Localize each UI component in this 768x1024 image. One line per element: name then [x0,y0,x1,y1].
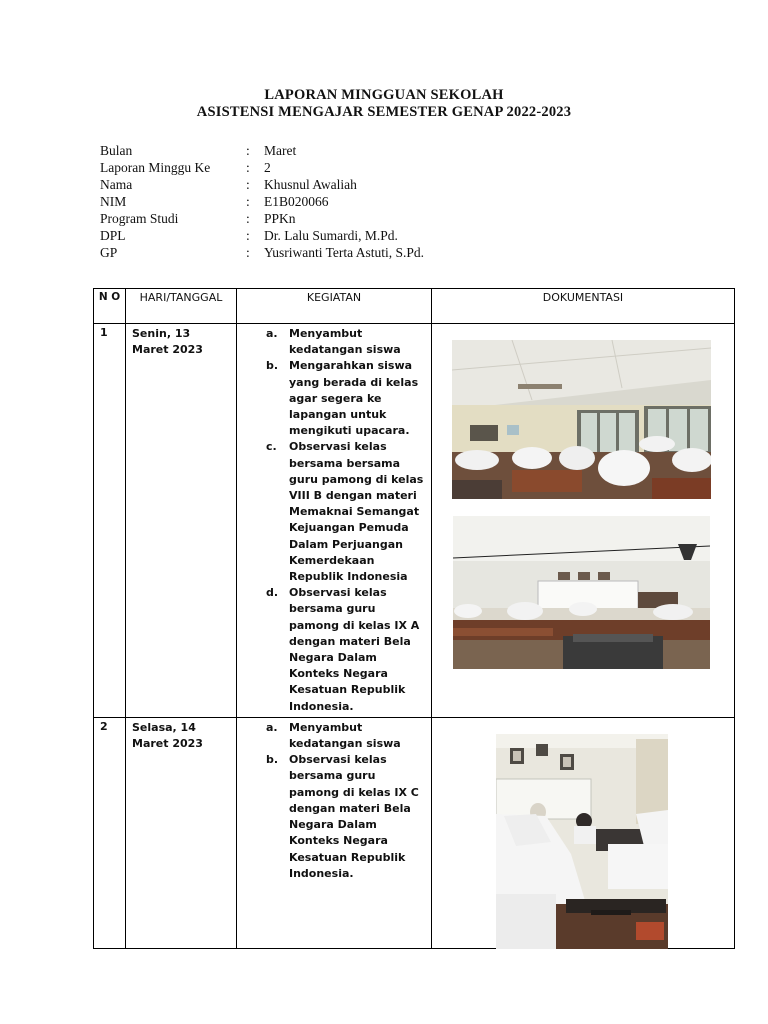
row-day: Senin, 13 Maret 2023 [126,324,237,718]
item-marker: d. [266,586,279,600]
info-label: Nama [100,177,133,192]
info-colon: : [246,211,250,226]
info-value: E1B020066 [264,194,329,209]
info-label: DPL [100,228,126,243]
info-value: Dr. Lalu Sumardi, M.Pd. [264,228,398,243]
table-row [94,324,735,718]
item-marker: b. [266,359,279,373]
row-documentation [432,717,735,948]
item-text: Menyambut kedatangan siswa [289,327,401,357]
header-documentation: DOKUMENTASI [432,289,735,324]
report-subtitle: ASISTENSI MENGAJAR SEMESTER GENAP 2022-2023 [196,104,572,120]
activity-table [93,288,735,949]
item-text: Observasi kelas bersama guru pamong di kelas IX A dengan materi Bela Negara Dalam Konteks Negara Kesatuan Republik Indonesia. [289,586,420,713]
header-day: HARI/TANGGAL [126,289,237,324]
table-row [94,717,735,948]
info-label: Bulan [100,143,133,158]
item-marker: c. [266,440,277,454]
list-item [237,752,425,882]
info-label: Program Studi [100,211,179,226]
row-number: 1 [94,324,126,718]
info-label: NIM [100,194,127,209]
classroom-photo [453,516,710,669]
info-colon: : [246,143,250,158]
item-marker: b. [266,753,279,767]
list-item [237,585,425,715]
classroom-photo [496,734,668,949]
list-item [237,439,425,585]
info-colon: : [246,245,250,260]
item-text: Observasi kelas bersama guru pamong di kelas IX C dengan materi Bela Negara Dalam Konteks Negara Kesatuan Republik Indonesia. [289,753,419,880]
info-label: GP [100,245,118,260]
row-documentation [432,324,735,718]
list-item [237,326,425,358]
item-text: Menyambut kedatangan siswa [289,720,401,751]
info-value: Khusnul Awaliah [264,177,357,192]
row-activities [237,717,432,948]
info-colon: : [246,194,250,209]
classroom-photo [452,340,711,499]
header-activity: KEGIATAN [237,289,432,324]
item-marker: a. [266,327,278,340]
item-text: Observasi kelas bersama bersama guru pamong di kelas VIII B dengan materi Memaknai Semangat Kejuangan Pemuda Dalam Perjuangan Kemerdekaan Republik Indonesia [289,440,424,584]
table-header-row [94,289,735,324]
info-value: 2 [264,160,271,175]
info-colon: : [246,177,250,192]
item-marker: a. [266,720,278,734]
row-day: Selasa, 14 Maret 2023 [126,717,237,948]
info-colon: : [246,160,250,175]
header-no: N O [94,289,126,324]
info-label: Laporan Minggu Ke [100,160,211,175]
info-value: PPKn [264,211,296,226]
info-value: Yusriwanti Terta Astuti, S.Pd. [264,245,425,260]
report-title: LAPORAN MINGGUAN SEKOLAH [264,87,504,103]
info-colon: : [246,228,250,243]
list-item [237,358,425,439]
row-activities [237,324,432,718]
row-number: 2 [94,717,126,948]
item-text: Mengarahkan siswa yang berada di kelas agar segera ke lapangan untuk mengikuti upacara. [289,359,419,438]
info-value: Maret [264,143,297,158]
list-item [237,720,425,752]
